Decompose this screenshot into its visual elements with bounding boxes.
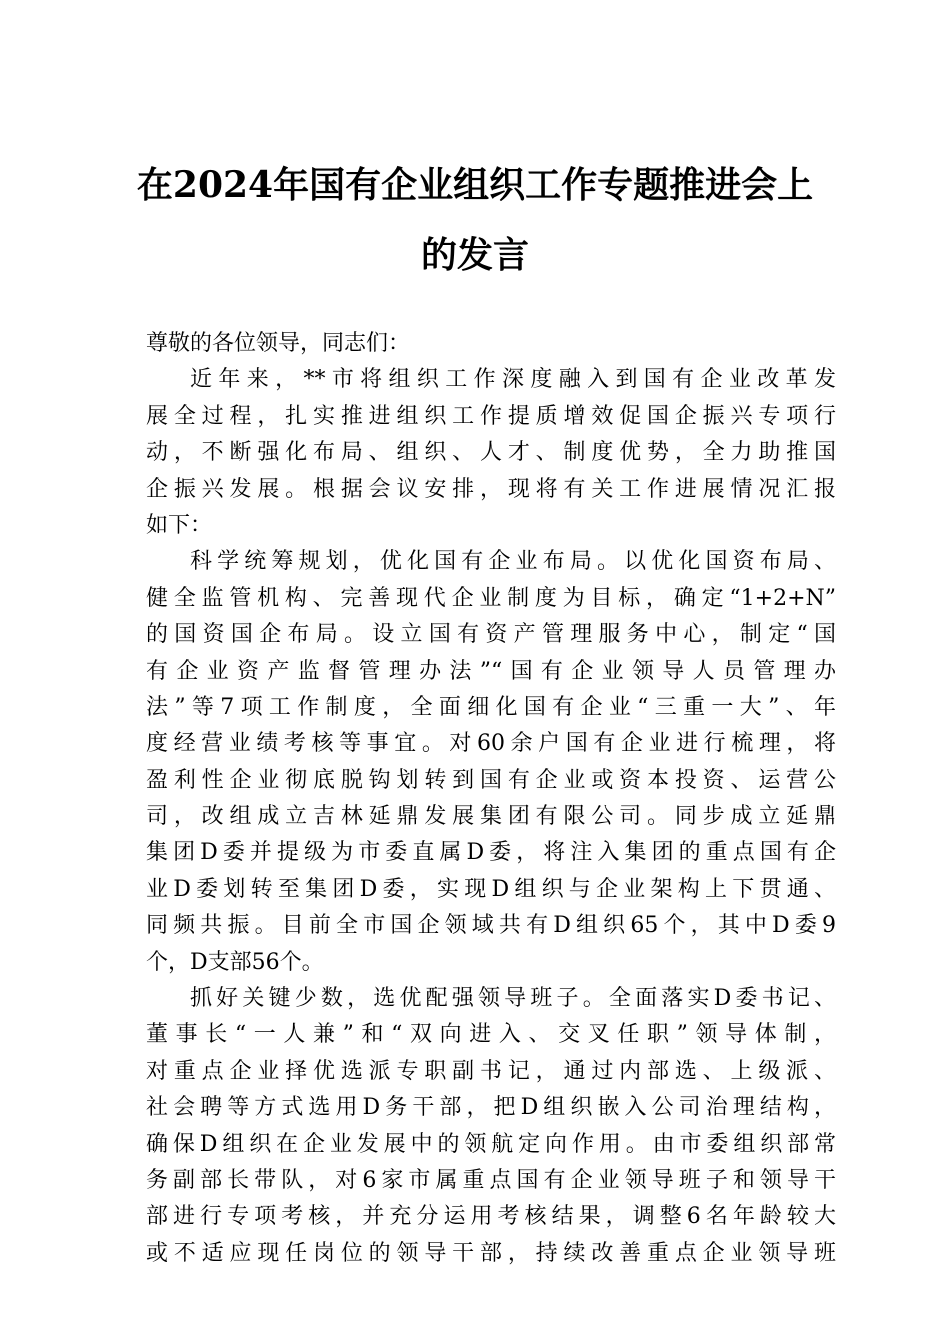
- body-line: 如下：: [146, 512, 213, 538]
- body-line: 度经营业绩考核等事宜。对60余户国有企业进行梳理，将: [146, 731, 836, 757]
- body-line: 展全过程，扎实推进组织工作提质增效促国企振兴专项行: [146, 403, 836, 429]
- body-line: 有企业资产监督管理办法”“国有企业领导人员管理办: [146, 658, 836, 684]
- body-line: 法”等7项工作制度，全面细化国有企业“三重一大”、年: [146, 694, 836, 720]
- body-line: 集团D委并提级为市委直属D委，将注入集团的重点国有企: [146, 840, 836, 866]
- body-line: 或不适应现任岗位的领导干部，持续改善重点企业领导班: [146, 1240, 836, 1266]
- body-line: 社会聘等方式选用D务干部，把D组织嵌入公司治理结构，: [146, 1095, 836, 1121]
- body-line: 同频共振。目前全市国企领域共有D组织65个，其中D委9: [146, 913, 836, 939]
- body-line: 健全监管机构、完善现代企业制度为目标，确定“1+2+N”: [146, 585, 836, 611]
- body-line: 动，不断强化布局、组织、人才、制度优势，全力助推国: [146, 440, 836, 466]
- document-title: [80, 150, 870, 290]
- body-line: 司，改组成立吉林延鼎发展集团有限公司。同步成立延鼎: [146, 804, 836, 830]
- body-line: 科学统筹规划，优化国有企业布局。以优化国资布局、: [190, 549, 836, 575]
- body-line: 企振兴发展。根据会议安排，现将有关工作进展情况汇报: [146, 476, 836, 502]
- salutation: 尊敬的各位领导，同志们：: [146, 331, 411, 356]
- body-line: 部进行专项考核，并充分运用考核结果，调整6名年龄较大: [146, 1204, 836, 1230]
- body-line: 盈利性企业彻底脱钩划转到国有企业或资本投资、运营公: [146, 767, 836, 793]
- document-body: [146, 326, 836, 1272]
- body-line: 确保D组织在企业发展中的领航定向作用。由市委组织部常: [146, 1131, 836, 1157]
- body-line: 抓好关键少数，选优配强领导班子。全面落实D委书记、: [190, 986, 836, 1012]
- body-line: 的国资国企布局。设立国有资产管理服务中心，制定“国: [146, 622, 836, 648]
- body-line: 个，D支部56个。: [146, 949, 324, 975]
- body-line: 近年来，**市将组织工作深度融入到国有企业改革发: [190, 367, 836, 393]
- title-line-1: 在2024年国有企业组织工作专题推进会上: [136, 164, 814, 206]
- title-line-2: 的发言: [420, 234, 529, 276]
- body-line: 业D委划转至集团D委，实现D组织与企业架构上下贯通、: [146, 876, 836, 902]
- body-line: 务副部长带队，对6家市属重点国有企业领导班子和领导干: [146, 1167, 836, 1193]
- body-line: 对重点企业择优选派专职副书记，通过内部选、上级派、: [146, 1058, 836, 1084]
- body-line: 董事长“一人兼”和“双向进入、交叉任职”领导体制，: [146, 1022, 836, 1048]
